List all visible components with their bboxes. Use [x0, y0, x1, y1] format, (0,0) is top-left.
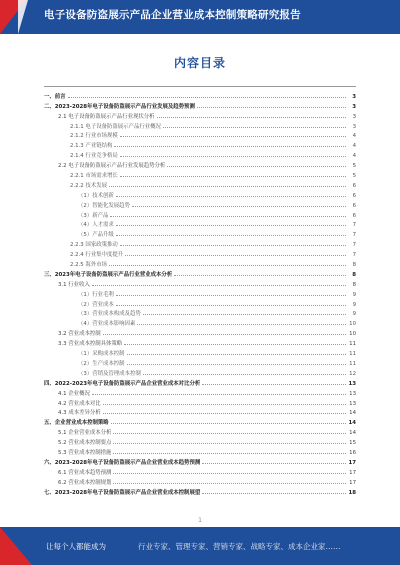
- toc-entry-label: （3）营销及管理成本控制: [78, 370, 141, 377]
- toc-entry[interactable]: [44, 100, 356, 110]
- toc-leader-dots: [124, 343, 346, 345]
- toc-entry-label: 2.1.1 电子设备防盗展示产品行业概况: [70, 123, 161, 130]
- toc-leader-dots: [116, 195, 346, 197]
- toc-entry-label: 2.1.2 行业市场规模: [70, 133, 118, 140]
- toc-entry[interactable]: [44, 199, 356, 209]
- toc-entry-page: 3: [352, 103, 356, 110]
- toc-entry-page: 17: [348, 459, 356, 466]
- toc-leader-dots: [110, 215, 346, 217]
- toc-entry-label: 6.1 营业成本趋势预测: [58, 469, 112, 476]
- toc-entry-page: 4: [352, 143, 356, 150]
- toc-entry[interactable]: [44, 426, 356, 436]
- toc-entry-page: 10: [349, 331, 356, 338]
- toc-leader-dots: [113, 452, 346, 454]
- header-white-accent: [18, 0, 28, 34]
- toc-entry-label: 4.2 营业成本对比: [58, 400, 101, 407]
- toc-entry[interactable]: [44, 347, 356, 357]
- toc-entry[interactable]: [44, 258, 356, 268]
- toc-leader-dots: [68, 96, 346, 98]
- toc-entry[interactable]: [44, 149, 356, 159]
- toc-entry-label: 3.2 营业成本控制: [58, 331, 101, 338]
- toc-entry-page: 7: [352, 252, 356, 259]
- toc-entry-page: 14: [349, 410, 356, 417]
- toc-entry-page: 6: [352, 202, 356, 209]
- toc-entry-page: 9: [352, 311, 356, 318]
- toc-entry-label: （2）生产成本控制: [78, 360, 125, 367]
- toc-entry-page: 6: [352, 182, 356, 189]
- toc-entry[interactable]: [44, 278, 356, 288]
- toc-leader-dots: [143, 313, 346, 315]
- toc-leader-dots: [125, 254, 346, 256]
- toc-entry-page: 6: [352, 192, 356, 199]
- toc-leader-dots: [120, 175, 346, 177]
- toc-leader-dots: [120, 135, 346, 137]
- toc-leader-dots: [132, 205, 346, 207]
- toc-entry-label: 六、2023-2028年电子设备防盗展示产品企业营业成本趋势预测: [44, 459, 201, 466]
- toc-entry[interactable]: [44, 219, 356, 229]
- toc-entry[interactable]: [44, 179, 356, 189]
- toc-leader-dots: [113, 442, 346, 444]
- toc-leader-dots: [116, 304, 346, 306]
- toc-entry-page: 6: [352, 212, 356, 219]
- toc-entry[interactable]: [44, 130, 356, 140]
- toc-entry[interactable]: [44, 139, 356, 149]
- toc-entry-page: 15: [349, 440, 356, 447]
- toc-entry-label: 2.2 电子设备防盗展示产品行业发展趋势分析: [58, 163, 166, 170]
- toc-entry-page: 10: [349, 321, 356, 328]
- toc-entry[interactable]: [44, 387, 356, 397]
- toc-entry-page: 3: [352, 93, 356, 100]
- toc-entry-label: 2.1.3 产业链结构: [70, 143, 113, 150]
- toc-leader-dots: [111, 422, 346, 424]
- toc-entry-label: 5.3 营业成本控制措施: [58, 449, 112, 456]
- toc-leader-dots: [113, 482, 346, 484]
- footer-slogan-left: 让每个人都能成为: [46, 542, 106, 551]
- toc-entry-label: 5.1 企业营业成本分析: [58, 430, 112, 437]
- toc-entry-label: （4）人才需求: [78, 222, 114, 229]
- toc-entry-label: （3）新产品: [78, 212, 109, 219]
- toc-entry-label: 3.3 营业成本控制具体策略: [58, 341, 123, 348]
- page-number: 1: [198, 517, 202, 524]
- toc-entry-page: 13: [349, 400, 356, 407]
- toc-entry-page: 4: [352, 133, 356, 140]
- toc-entry[interactable]: [44, 90, 356, 100]
- toc-entry[interactable]: [44, 337, 356, 347]
- toc-entry[interactable]: [44, 367, 356, 377]
- toc-entry-page: 13: [349, 390, 356, 397]
- toc-leader-dots: [202, 462, 346, 464]
- toc-entry-page: 9: [352, 301, 356, 308]
- toc-entry-page: 16: [349, 449, 356, 456]
- toc-entry-label: （1）采购成本控制: [78, 351, 125, 358]
- toc-leader-dots: [103, 412, 346, 414]
- toc-leader-dots: [109, 264, 346, 266]
- toc-entry-page: 9: [352, 291, 356, 298]
- toc-entry[interactable]: [44, 456, 356, 466]
- toc-entry-label: 五、企业营业成本控制策略: [44, 420, 109, 427]
- toc-entry-label: 2.2.2 技术发展: [70, 182, 107, 189]
- toc-entry[interactable]: [44, 397, 356, 407]
- toc-entry-label: 四、2022-2023年电子设备防盗展示产品企业营业成本对比分析: [44, 380, 201, 387]
- toc-entry-label: 七、2023-2028年电子设备防盗展示产品企业营业成本控制展望: [44, 489, 201, 496]
- toc-entry-label: 5.2 营业成本控制要点: [58, 440, 112, 447]
- toc-entry[interactable]: [44, 407, 356, 417]
- toc-leader-dots: [114, 145, 346, 147]
- toc-entry-label: （1）技术创新: [78, 192, 114, 199]
- toc-leader-dots: [174, 274, 346, 276]
- toc-leader-dots: [120, 244, 346, 246]
- toc-entry-page: 14: [349, 430, 356, 437]
- toc-entry-label: 3.1 行业收入: [58, 281, 90, 288]
- toc-entry-label: （2）营业成本: [78, 301, 114, 308]
- toc-top-rule: [44, 86, 356, 87]
- toc-entry-page: 3: [352, 123, 356, 130]
- toc-entry-label: 2.2.4 行业集中度提升: [70, 252, 124, 259]
- toc-leader-dots: [163, 126, 346, 128]
- toc-leader-dots: [103, 333, 346, 335]
- toc-entry-page: 7: [352, 222, 356, 229]
- toc-entry-page: 5: [352, 163, 356, 170]
- toc-entry[interactable]: [44, 228, 356, 238]
- toc-entry-page: 3: [352, 113, 356, 120]
- toc-leader-dots: [127, 363, 346, 365]
- toc-entry[interactable]: [44, 377, 356, 387]
- toc-leader-dots: [120, 155, 346, 157]
- toc-entry[interactable]: [44, 209, 356, 219]
- toc-entry-page: 8: [352, 262, 356, 269]
- toc-entry-page: 17: [349, 469, 356, 476]
- toc-entry-page: 12: [349, 370, 356, 377]
- toc-entry[interactable]: [44, 248, 356, 258]
- toc-leader-dots: [202, 383, 346, 385]
- toc-entry[interactable]: [44, 169, 356, 179]
- toc-entry-label: 2.1.4 行业竞争格局: [70, 153, 118, 160]
- toc-leader-dots: [167, 165, 346, 167]
- toc-leader-dots: [113, 472, 346, 474]
- toc-entry[interactable]: [44, 476, 356, 486]
- toc-entry-label: （3）营业成本构成及趋势: [78, 311, 141, 318]
- toc-leader-dots: [157, 116, 346, 118]
- toc-entry-label: 2.2.1 市场需求增长: [70, 173, 118, 180]
- toc-entry-label: （5）产品升级: [78, 232, 114, 239]
- toc-entry-label: （1）行业毛利: [78, 291, 114, 298]
- toc-leader-dots: [113, 432, 346, 434]
- toc-entry-page: 7: [352, 232, 356, 239]
- toc-entry-label: 4.3 成本差异分析: [58, 410, 101, 417]
- toc-entry-page: 14: [348, 420, 356, 427]
- toc-entry[interactable]: [44, 466, 356, 476]
- toc-entry[interactable]: [44, 189, 356, 199]
- toc-entry[interactable]: [44, 436, 356, 446]
- toc-entry-page: 11: [349, 351, 356, 358]
- toc-entry-label: 2.1 电子设备防盗展示产品行业现状分析: [58, 113, 155, 120]
- toc-entry-label: 三、2023年电子设备防盗展示产品行业营业成本分析: [44, 271, 173, 278]
- toc-entry[interactable]: [44, 238, 356, 248]
- toc-entry[interactable]: [44, 159, 356, 169]
- toc-leader-dots: [127, 353, 346, 355]
- toc-entry-page: 11: [349, 360, 356, 367]
- toc-entry-page: 11: [349, 341, 356, 348]
- footer-slogan-right: 行业专家、管理专家、营销专家、战略专家、成本企业家……: [138, 542, 341, 551]
- toc-entry[interactable]: [44, 308, 356, 318]
- toc-heading: 内容目录: [173, 56, 226, 70]
- toc-leader-dots: [116, 234, 346, 236]
- toc-leader-dots: [109, 185, 346, 187]
- toc-entry[interactable]: [44, 110, 356, 120]
- toc-leader-dots: [92, 393, 346, 395]
- toc-leader-dots: [137, 323, 346, 325]
- toc-entry-page: 5: [352, 173, 356, 180]
- toc-entry[interactable]: [44, 268, 356, 278]
- toc-leader-dots: [202, 492, 346, 494]
- report-header: [0, 0, 400, 34]
- toc-entry-page: 17: [349, 479, 356, 486]
- toc-entry[interactable]: [44, 486, 356, 496]
- toc-leader-dots: [143, 373, 346, 375]
- toc-entry-label: 4.1 企业概况: [58, 390, 90, 397]
- report-footer: [0, 527, 400, 565]
- report-title: 电子设备防盗展示产品企业营业成本控制策略研究报告: [44, 9, 301, 21]
- toc-leader-dots: [197, 106, 346, 108]
- toc-leader-dots: [103, 403, 346, 405]
- toc-entry[interactable]: [44, 446, 356, 456]
- table-of-contents: [44, 90, 356, 496]
- toc-entry-page: 4: [352, 153, 356, 160]
- toc-leader-dots: [92, 284, 346, 286]
- toc-entry-page: 8: [352, 271, 356, 278]
- toc-entry[interactable]: [44, 288, 356, 298]
- toc-entry-page: 13: [348, 380, 356, 387]
- toc-entry[interactable]: [44, 357, 356, 367]
- toc-entry[interactable]: [44, 298, 356, 308]
- toc-leader-dots: [116, 294, 346, 296]
- toc-entry-label: 2.2.3 国家政策推动: [70, 242, 118, 249]
- toc-entry-page: 8: [352, 281, 356, 288]
- toc-leader-dots: [116, 224, 346, 226]
- toc-entry-label: 6.2 营业成本控制规划: [58, 479, 112, 486]
- toc-entry-label: （2）智能化发展趋势: [78, 202, 130, 209]
- toc-entry[interactable]: [44, 327, 356, 337]
- toc-entry[interactable]: [44, 120, 356, 130]
- toc-entry-page: 18: [348, 489, 356, 496]
- toc-entry[interactable]: [44, 416, 356, 426]
- toc-entry-page: 7: [352, 242, 356, 249]
- toc-entry[interactable]: [44, 317, 356, 327]
- toc-entry-label: 一、前言: [44, 93, 66, 100]
- toc-entry-label: 二、2023-2028年电子设备防盗展示产品行业发展及趋势预测: [44, 103, 195, 110]
- toc-entry-label: 2.2.5 海外市场: [70, 262, 107, 269]
- toc-entry-label: （4）营业成本影响因素: [78, 321, 136, 328]
- footer-red-accent: [0, 527, 32, 565]
